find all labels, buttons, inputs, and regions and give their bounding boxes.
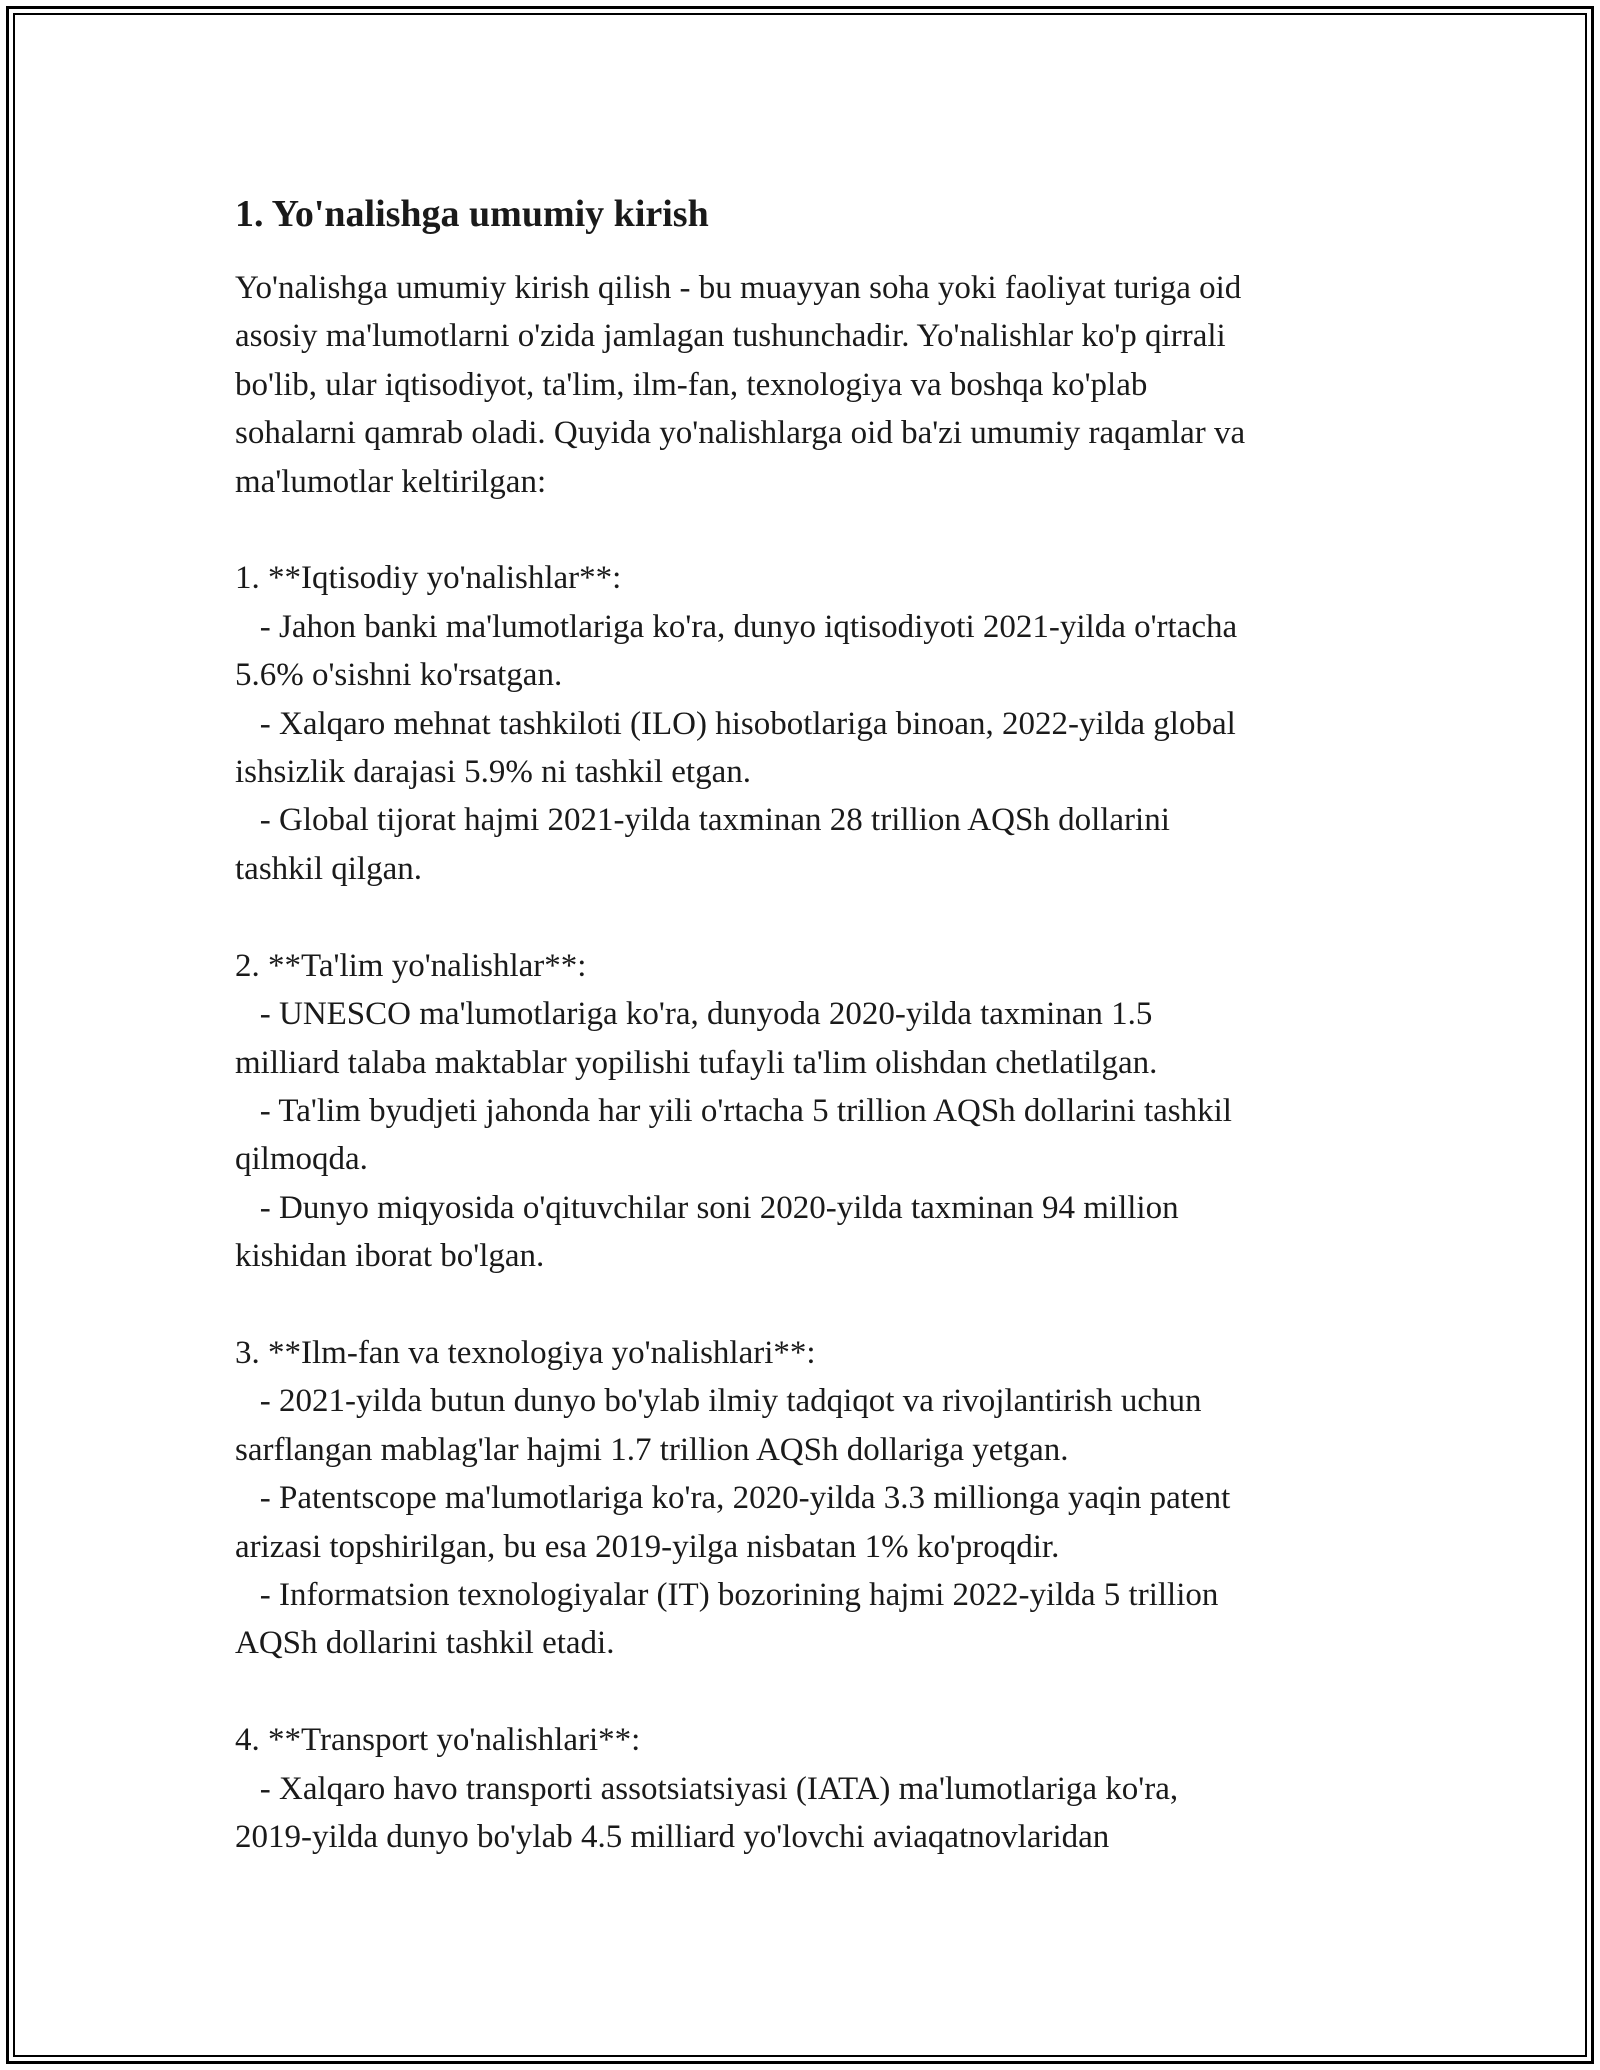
section-heading: 1. Yo'nalishga umumiy kirish bbox=[235, 193, 709, 235]
document-content bbox=[235, 186, 1385, 1861]
section-body: Yo'nalishga umumiy kirish qilish - bu muayyan soha yoki faoliyat turiga oid asosiy ma'lumotlarni o'zida jamlagan tushunchadir. Yo'nalishlar ko'p qirrali bo'lib, ular iqtisodiyot, ta'lim, ilm-fan, texnologiya va boshqa ko'plab sohalarni qamrab oladi. Quyida yo'nalishlarga oid ba'zi umumiy raqamlar va ma'lumotlar keltirilgan: 1. **Iqtisodiy yo'nalishlar**: - Jahon banki ma'lumotlariga ko'ra, dunyo iqtisodiyoti 2021-yilda o'rtacha 5.6% o'sishni ko'rsatgan. - Xalqaro mehnat tashkiloti (ILO) hisobotlariga binoan, 2022-yilda global ishsizlik darajasi 5.9% ni tashkil etgan. - Global tijorat hajmi 2021-yilda taxminan 28 trillion AQSh dollarini tashkil qilgan. 2. **Ta'lim yo'nalishlar**: - UNESCO ma'lumotlariga ko'ra, dunyoda 2020-yilda taxminan 1.5 milliard talaba maktablar yopilishi tufayli ta'lim olishdan chetlatilgan. - Ta'lim byudjeti jahonda har yili o'rtacha 5 trillion AQSh dollarini tashkil qilmoqda. - Dunyo miqyosida o'qituvchilar soni 2020-yilda taxminan 94 million kishidan iborat bo'lgan. 3. **Ilm-fan va texnologiya yo'nalishlari**: - 2021-yilda butun dunyo bo'ylab ilmiy tadqiqot va rivojlantirish uchun sarflangan mablag'lar hajmi 1.7 trillion AQSh dollariga yetgan. - Patentscope ma'lumotlariga ko'ra, 2020-yilda 3.3 millionga yaqin patent arizasi topshirilgan, bu esa 2019-yilga nisbatan 1% ko'proqdir. - Informatsion texnologiyalar (IT) bozorining hajmi 2022-yilda 5 trillion AQSh dollarini tashkil etadi. 4. **Transport yo'nalishlari**: - Xalqaro havo transporti assotsiatsiyasi (IATA) ma'lumotlariga ko'ra, 2019-yilda dunyo bo'ylab 4.5 milliard yo'lovchi aviaqatnovlaridan bbox=[235, 270, 1246, 1855]
